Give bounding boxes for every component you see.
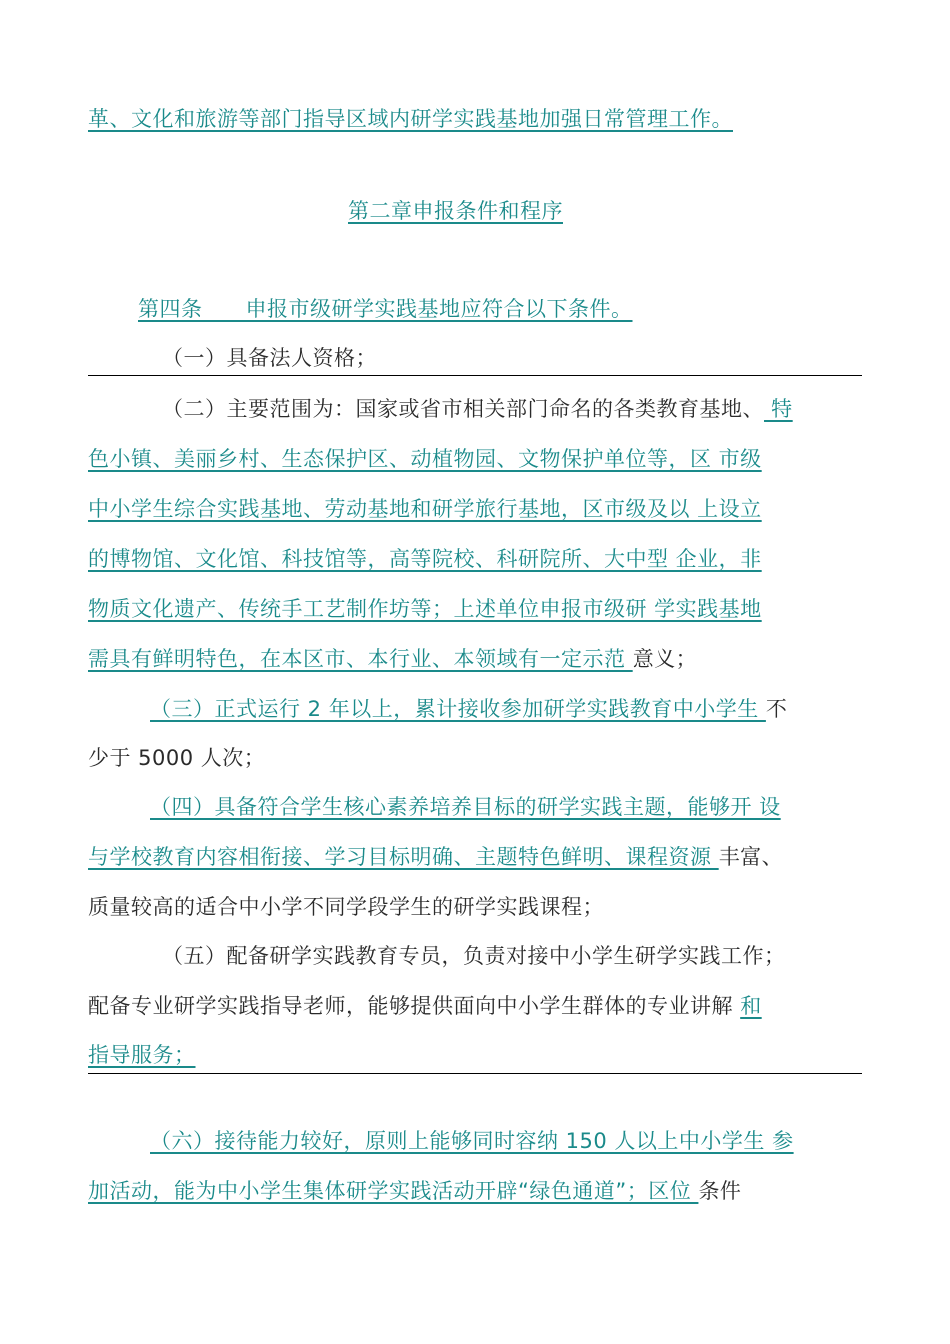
text-segment: （一）具备法人资格； xyxy=(162,346,377,370)
text-segment: 丰富、 xyxy=(718,845,784,869)
underlined-text: 指导服务； xyxy=(88,1043,196,1067)
horizontal-rule xyxy=(88,1073,862,1074)
text-segment: 条件 xyxy=(698,1179,742,1203)
text-segment: 质量较高的适合中小学不同学段学生的研学实践课程； xyxy=(88,895,604,919)
paragraph-line xyxy=(162,394,793,424)
underlined-text: 色小镇、美丽乡村、生态保护区、动植物园、文物保护单位等，区 市级 xyxy=(88,447,762,471)
underlined-text: （三）正式运行 2 年以上，累计接收参加研学实践教育中小学生 xyxy=(150,697,766,721)
paragraph-line xyxy=(88,444,762,474)
paragraph-line xyxy=(150,694,787,724)
text-segment: （五）配备研学实践教育专员，负责对接中小学生研学实践工作； xyxy=(162,944,786,968)
underlined-text: 与学校教育内容相衔接、学习目标明确、主题特色鲜明、课程资源 xyxy=(88,845,719,869)
underlined-text: 加活动，能为中小学生集体研学实践活动开辟“绿色通道”；区位 xyxy=(88,1179,699,1203)
paragraph-line xyxy=(150,1126,794,1156)
paragraph-line xyxy=(88,594,762,624)
text-segment: 意义； xyxy=(632,647,698,671)
underlined-text: （六）接待能力较好，原则上能够同时容纳 150 人以上中小学生 参 xyxy=(150,1129,794,1153)
paragraph-line xyxy=(88,544,762,574)
paragraph-line xyxy=(150,792,781,822)
horizontal-rule xyxy=(88,375,862,376)
underlined-text: 物质文化遗产、传统手工艺制作坊等；上述单位申报市级研 学实践基地 xyxy=(88,597,762,621)
paragraph-line xyxy=(88,1040,196,1070)
text-segment: 不 xyxy=(765,697,788,721)
underlined-text: 特 xyxy=(764,397,793,421)
text-segment: 少于 5000 人次； xyxy=(88,746,266,770)
underlined-text: 第二章申报条件和程序 xyxy=(348,199,563,223)
paragraph-line xyxy=(88,991,762,1021)
underlined-text: 中小学生综合实践基地、劳动基地和研学旅行基地，区市级及以 上设立 xyxy=(88,497,762,521)
paragraph-line xyxy=(88,743,265,773)
paragraph-line xyxy=(162,941,786,971)
underlined-text: 和 xyxy=(740,994,762,1018)
chapter-heading xyxy=(348,196,563,226)
paragraph-line xyxy=(88,892,604,922)
paragraph-line xyxy=(88,494,762,524)
paragraph-line xyxy=(88,1176,741,1206)
paragraph-line xyxy=(88,644,697,674)
text-segment: 配备专业研学实践指导老师，能够提供面向中小学生群体的专业讲解 xyxy=(88,994,741,1018)
paragraph-line xyxy=(88,842,783,872)
paragraph-line xyxy=(162,343,377,373)
underlined-text: 革、文化和旅游等部门指导区域内研学实践基地加强日常管理工作。 xyxy=(88,107,733,131)
underlined-text: 第四条 申报市级研学实践基地应符合以下条件。 xyxy=(138,297,633,321)
article-heading xyxy=(138,294,633,324)
text-segment: （二）主要范围为：国家或省市相关部门命名的各类教育基地、 xyxy=(162,397,764,421)
paragraph-line xyxy=(88,104,733,134)
underlined-text: （四）具备符合学生核心素养培养目标的研学实践主题，能够开 设 xyxy=(150,795,781,819)
underlined-text: 需具有鲜明特色，在本区市、本行业、本领域有一定示范 xyxy=(88,647,633,671)
underlined-text: 的博物馆、文化馆、科技馆等，高等院校、科研院所、大中型 企业，非 xyxy=(88,547,762,571)
